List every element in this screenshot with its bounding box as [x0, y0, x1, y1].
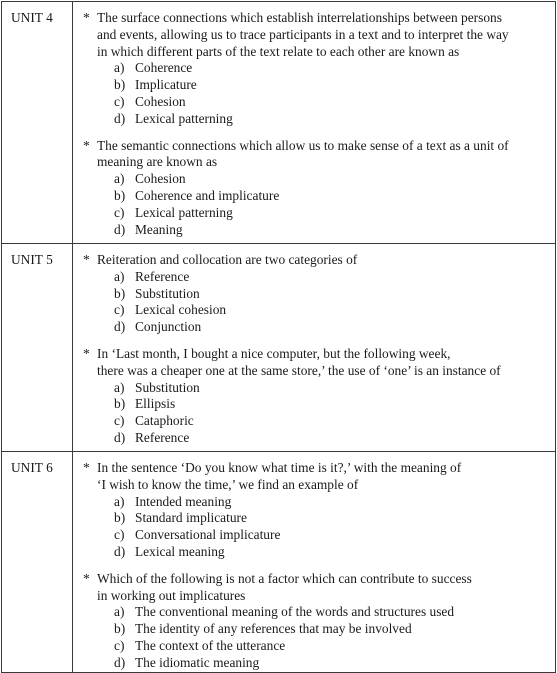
option-item — [97, 188, 551, 205]
option-text: Reference — [135, 268, 190, 284]
option-text: Conversational implicature — [135, 527, 281, 543]
question — [73, 138, 555, 239]
bullet-asterisk: * — [83, 252, 90, 267]
option-item — [97, 319, 551, 336]
option-letter: a) — [114, 604, 125, 620]
option-letter: d) — [114, 110, 126, 126]
option-letter: b) — [114, 285, 126, 301]
option-text: Meaning — [135, 221, 183, 237]
option-item — [97, 510, 551, 527]
question — [73, 244, 555, 336]
option-letter: d) — [114, 429, 126, 445]
option-letter: b) — [114, 621, 126, 637]
option-item — [97, 396, 551, 413]
unit-label: UNIT 4 — [11, 10, 53, 25]
question — [73, 346, 555, 447]
option-item — [97, 621, 551, 638]
option-item — [97, 430, 551, 447]
bullet-asterisk: * — [83, 345, 90, 361]
option-text: Reference — [135, 429, 190, 445]
option-text: Lexical patterning — [135, 204, 233, 220]
options-list — [97, 604, 551, 671]
option-item — [97, 380, 551, 397]
unit-label-cell — [2, 2, 73, 244]
question-stem: Reiteration and collocation are two categories of — [97, 252, 358, 267]
option-letter: d) — [114, 543, 126, 559]
option-text: Lexical cohesion — [135, 302, 227, 318]
bullet-asterisk: * — [83, 460, 90, 475]
question-stem: Which of the following is not a factor which can contribute to success in working out implicatures — [97, 570, 472, 603]
option-letter: a) — [114, 268, 125, 284]
option-item — [97, 269, 551, 286]
option-text: The context of the utterance — [135, 637, 286, 653]
bullet-asterisk: * — [83, 570, 90, 586]
options-list — [97, 60, 551, 127]
question-stem: In ‘Last month, I bought a nice computer, but the following week, there was a cheaper one at the same store,’ the use of ‘one’ is an instance of — [97, 345, 501, 378]
option-item — [97, 494, 551, 511]
question-stem: In the sentence ‘Do you know what time is it?,’ with the meaning of ‘I wish to know the time,’ we find an example of — [97, 460, 462, 492]
option-item — [97, 286, 551, 303]
option-item — [97, 527, 551, 544]
option-item — [97, 205, 551, 222]
option-item — [97, 222, 551, 239]
option-letter: d) — [114, 654, 126, 670]
option-text: The conventional meaning of the words and structures used — [135, 604, 455, 620]
option-letter: b) — [114, 187, 126, 203]
option-letter: a) — [114, 493, 125, 509]
option-item — [97, 544, 551, 561]
option-item — [97, 604, 551, 621]
option-item — [97, 94, 551, 111]
option-text: Cohesion — [135, 171, 186, 187]
option-text: Substitution — [135, 285, 200, 301]
question-stem: The surface connections which establish interrelationships between persons and events, allowing us to trace participants in a text and to interpret the way in which different parts of the text relate to each other are known as — [97, 10, 509, 59]
option-letter: d) — [114, 221, 126, 237]
unit-row — [2, 244, 556, 452]
options-list — [97, 380, 551, 447]
option-text: Ellipsis — [135, 396, 176, 412]
unit-label-cell — [2, 244, 73, 452]
option-letter: a) — [114, 60, 125, 76]
questions-cell — [73, 244, 556, 452]
option-letter: c) — [114, 93, 125, 109]
option-text: Cohesion — [135, 93, 186, 109]
option-item — [97, 413, 551, 430]
option-text: Standard implicature — [135, 510, 247, 526]
option-text: The identity of any references that may be involved — [135, 621, 412, 637]
options-list — [97, 171, 551, 238]
bullet-asterisk: * — [83, 137, 90, 153]
option-text: Cataphoric — [135, 413, 194, 429]
unit-row — [2, 452, 556, 673]
option-item — [97, 77, 551, 94]
options-list — [97, 494, 551, 561]
option-letter: c) — [114, 204, 125, 220]
question — [73, 452, 555, 561]
option-letter: c) — [114, 637, 125, 653]
option-letter: d) — [114, 319, 126, 335]
option-text: Lexical meaning — [135, 543, 225, 559]
option-item — [97, 655, 551, 672]
option-text: Substitution — [135, 379, 200, 395]
unit-label-cell — [2, 452, 73, 673]
units-table — [1, 1, 556, 673]
option-letter: c) — [114, 413, 125, 429]
option-letter: a) — [114, 171, 125, 187]
option-letter: b) — [114, 510, 126, 526]
option-item — [97, 111, 551, 128]
option-item — [97, 60, 551, 77]
bullet-asterisk: * — [83, 10, 90, 25]
option-letter: c) — [114, 527, 125, 543]
option-item — [97, 638, 551, 655]
option-text: Implicature — [135, 77, 197, 93]
option-item — [97, 171, 551, 188]
option-letter: c) — [114, 302, 125, 318]
question — [73, 2, 555, 128]
unit-label: UNIT 5 — [11, 252, 53, 267]
option-item — [97, 302, 551, 319]
questions-cell — [73, 2, 556, 244]
unit-row — [2, 2, 556, 244]
option-letter: b) — [114, 77, 126, 93]
option-text: Lexical patterning — [135, 110, 233, 126]
option-text: Coherence — [135, 60, 193, 76]
question-stem: The semantic connections which allow us to make sense of a text as a unit of meaning are known as — [97, 137, 509, 170]
option-text: Coherence and implicature — [135, 187, 280, 203]
question — [73, 571, 555, 672]
option-text: The idiomatic meaning — [135, 654, 260, 670]
option-letter: a) — [114, 379, 125, 395]
questions-cell — [73, 452, 556, 673]
option-text: Intended meaning — [135, 493, 232, 509]
unit-label: UNIT 6 — [11, 460, 53, 475]
option-text: Conjunction — [135, 319, 202, 335]
options-list — [97, 269, 551, 336]
option-letter: b) — [114, 396, 126, 412]
